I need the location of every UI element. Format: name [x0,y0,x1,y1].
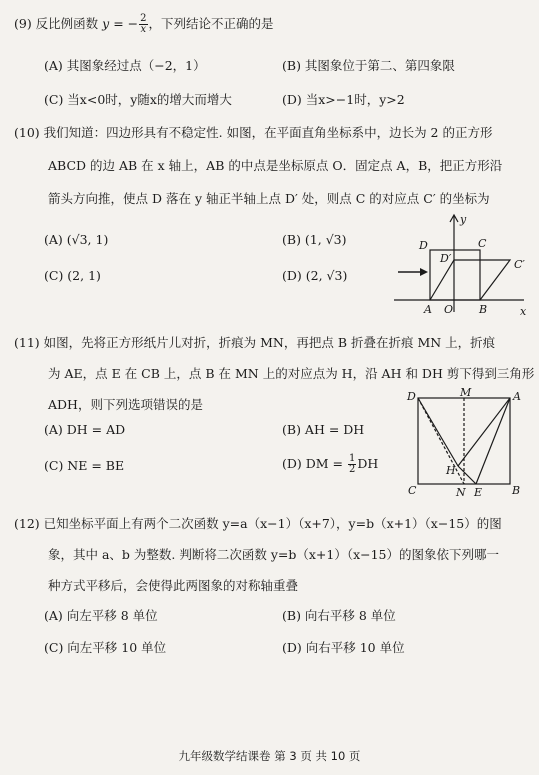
q10-line-2: ABCD 的边 AB 在 x 轴上，AB 的中点是坐标原点 O．固定点 A，B，把正方形沿 [48,158,503,173]
label-M: M [460,388,472,399]
q12-option-d: (D) 向右平移 10 单位 [282,640,405,655]
parallelogram [430,260,510,300]
q10-line-1: (10) 我们知道：四边形具有不稳定性. 如图，在平面直角坐标系中，边长为 2 的正方形 [14,125,493,140]
q10-option-d: (D) (2, √3) [282,268,348,283]
q12-option-b: (B) 向右平移 8 单位 [282,608,396,623]
label-C-prime: C′ [514,258,525,271]
q11-fraction: $\frac{1}{2}$ [349,453,356,475]
label-D: D [407,390,416,403]
label-C: C [408,484,417,497]
q10-option-a: (A) (√3, 1) [44,232,109,247]
label-B: B [479,303,488,316]
label-A: A [513,390,521,403]
q11-option-d: (D) DM = $\frac{1}{2}$ DH [282,453,379,475]
page-footer: 九年级数学结课卷 第 3 页 共 10 页 [178,749,361,763]
q11-figure [404,388,524,500]
label-H: H [446,464,456,477]
label-B: B [512,484,521,497]
label-N: N [456,486,466,499]
q10-line-3: 箭头方向推，使点 D 落在 y 轴正半轴上点 D′ 处，则点 C 的对应点 C′ 的坐标为 [48,191,490,206]
q9-stem: (9) 反比例函数 y = − $\frac{2}{x}$ ，下列结论不正确的是 [14,13,274,35]
label-D-prime: D′ [440,252,452,265]
q9-option-b: (B) 其图象位于第二、第四象限 [282,58,455,73]
q11-option-c: (C) NE = BE [44,458,125,473]
q10-option-c: (C) (2, 1) [44,268,101,283]
q12-option-a: (A) 向左平移 8 单位 [44,608,158,623]
label-E: E [474,486,483,499]
label-A: A [424,303,432,316]
q9-option-d: (D) 当x>−1时，y>2 [282,92,405,107]
q11-line-2: 为 AE，点 E 在 CB 上，点 B 在 MN 上的对应点为 H，沿 AH 和 DH 剪下得到三角形 [48,366,535,381]
push-arrow-icon [420,268,428,276]
label-x: x [520,305,527,318]
q11-line-3: ADH，则下列选项错误的是 [48,397,203,412]
label-y: y [460,213,467,226]
segment-AE [476,398,510,484]
q10-option-b: (B) (1, √3) [282,232,347,247]
q11-option-a: (A) DH = AD [44,422,126,437]
segment-AH [458,398,510,466]
label-C: C [478,237,487,250]
q12-line-2: 象，其中 a、b 为整数. 判断将二次函数 y=b（x+1）（x−15）的图象依下列哪一 [48,547,500,562]
q9-option-a: (A) 其图象经过点（−2，1） [44,58,206,73]
q9-option-c: (C) 当x<0时，y随x的增大而增大 [44,92,232,107]
q12-option-c: (C) 向左平移 10 单位 [44,640,167,655]
q12-line-1: (12) 已知坐标平面上有两个二次函数 y=a（x−1）（x+7），y=b（x+1）（x−15）的图 [14,516,502,531]
q11-option-b: (B) AH = DH [282,422,365,437]
square-abcd [430,250,480,300]
q9-fraction: $\frac{2}{x}$ [140,13,147,35]
q12-line-3: 种方式平移后，会使得此两图象的对称轴重叠 [48,578,299,593]
label-D: D [419,239,428,252]
q11-line-1: (11) 如图，先将正方形纸片儿对折，折痕为 MN，再把点 B 折叠在折痕 MN 上，折痕 [14,335,496,350]
label-O: O [444,303,454,316]
q10-figure [392,212,532,324]
